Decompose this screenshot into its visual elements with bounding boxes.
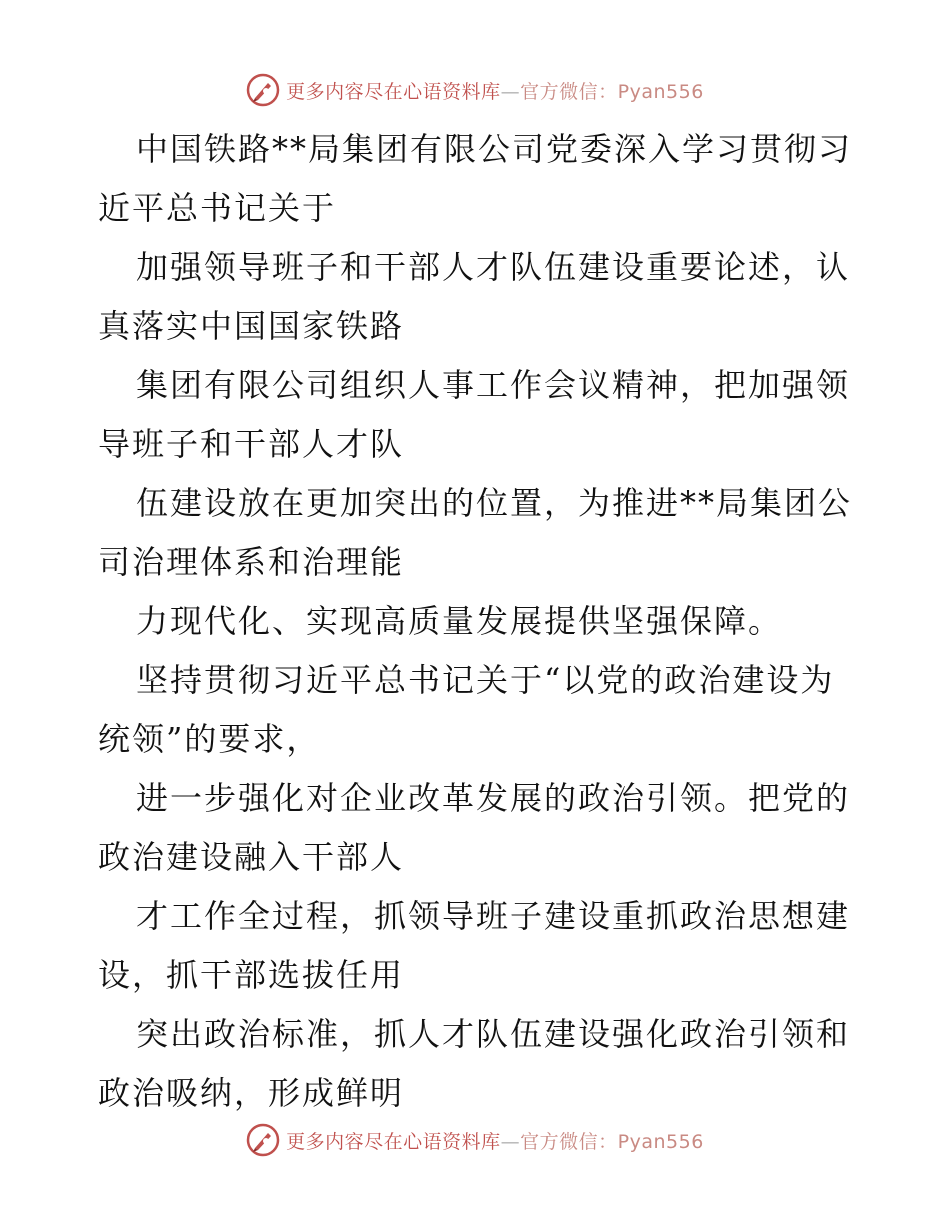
paragraph	[98, 1005, 858, 1123]
paragraph-line: 集团有限公司组织人事工作会议精神，把加强领	[136, 366, 851, 404]
pen-circle-logo-icon	[246, 1123, 280, 1157]
footer-watermark	[0, 1120, 950, 1160]
watermark-separator: —	[500, 80, 521, 103]
pen-circle-logo-icon	[246, 73, 280, 107]
paragraph-line: 加强领导班子和干部人才队伍建设重要论述，认	[136, 248, 851, 286]
paragraph-line: 政治吸纳，形成鲜明	[98, 1074, 405, 1112]
header-watermark	[0, 70, 950, 110]
paragraph-line: 中国铁路**局集团有限公司党委深入学习贯彻习	[136, 130, 853, 168]
paragraph-line: 突出政治标准，抓人才队伍建设强化政治引领和	[136, 1015, 851, 1053]
watermark-text	[286, 77, 704, 104]
watermark-brand: 更多内容尽在心语资料库	[286, 80, 501, 103]
paragraph	[98, 120, 858, 238]
watermark-separator: —	[500, 1130, 521, 1153]
paragraph	[98, 592, 858, 651]
watermark-brand: 更多内容尽在心语资料库	[286, 1130, 501, 1153]
paragraph-line: 统领”的要求，	[98, 720, 321, 758]
paragraph-line: 近平总书记关于	[98, 189, 337, 227]
paragraph-line: 才工作全过程，抓领导班子建设重抓政治思想建	[136, 897, 851, 935]
paragraph	[98, 769, 858, 887]
paragraph-line: 真落实中国国家铁路	[98, 307, 405, 345]
paragraph-line: 力现代化、实现高质量发展提供坚强保障。	[136, 602, 783, 640]
paragraph-line: 坚持贯彻习近平总书记关于“以党的政治建设为	[136, 661, 835, 699]
paragraph-line: 进一步强化对企业改革发展的政治引领。把党的	[136, 779, 851, 817]
paragraph	[98, 651, 858, 769]
paragraph-line: 伍建设放在更加突出的位置，为推进**局集团公	[136, 484, 853, 522]
paragraph	[98, 887, 858, 1005]
watermark-wechat: 官方微信：Pyan556	[520, 80, 704, 103]
document-body	[98, 120, 858, 1123]
paragraph-line: 政治建设融入干部人	[98, 838, 405, 876]
paragraph-line: 司治理体系和治理能	[98, 543, 405, 581]
paragraph-line: 导班子和干部人才队	[98, 425, 405, 463]
paragraph-line: 设，抓干部选拔任用	[98, 956, 405, 994]
watermark-text	[286, 1127, 704, 1154]
paragraph	[98, 474, 858, 592]
watermark-wechat: 官方微信：Pyan556	[520, 1130, 704, 1153]
paragraph	[98, 356, 858, 474]
paragraph	[98, 238, 858, 356]
